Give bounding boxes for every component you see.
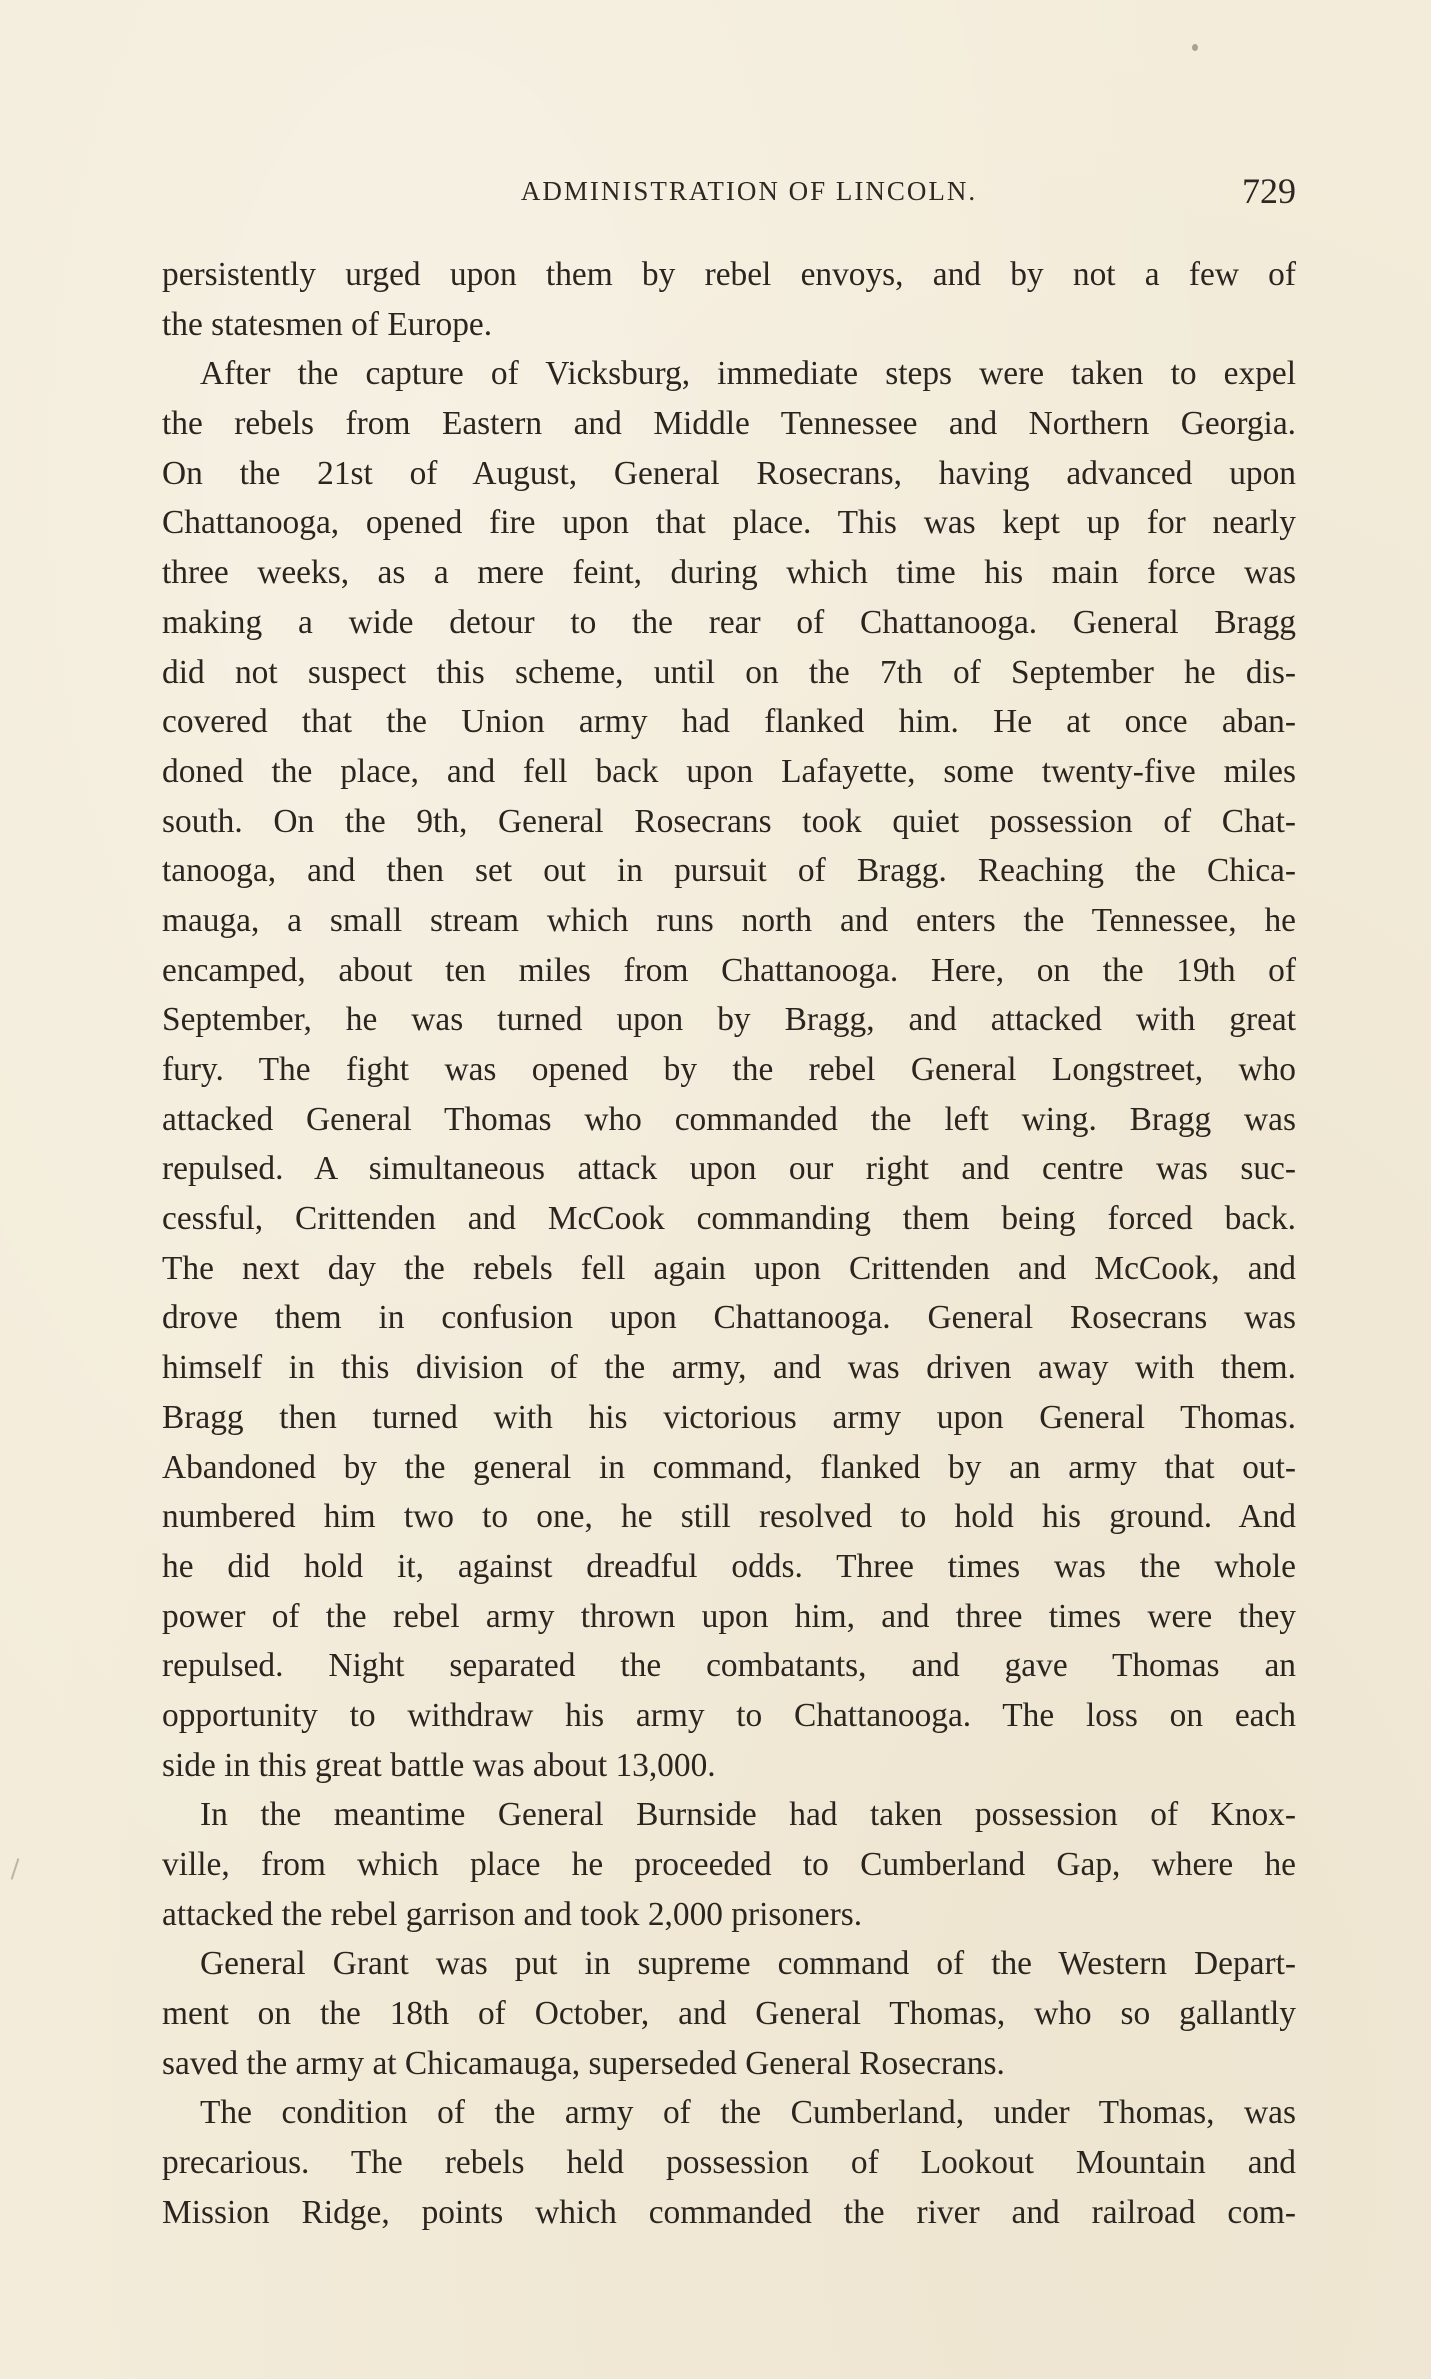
text-line: After the capture of Vicksburg, immediate steps were taken to expel: [200, 355, 1296, 393]
text-line: cessful, Crittenden and McCook commanding them being forced back.: [162, 1200, 1296, 1238]
text-line: himself in this division of the army, and was driven away with them.: [162, 1349, 1296, 1387]
running-title: ADMINISTRATION OF LINCOLN.: [520, 176, 978, 206]
text-line: attacked General Thomas who commanded the left wing. Bragg was: [162, 1100, 1296, 1138]
text-line: The condition of the army of the Cumberland, under Thomas, was: [200, 2094, 1296, 2132]
text-line: tanooga, and then set out in pursuit of Bragg. Reaching the Chica-: [162, 852, 1296, 890]
text-line: numbered him two to one, he still resolved to hold his ground. And: [162, 1498, 1296, 1536]
text-line: opportunity to withdraw his army to Chattanooga. The loss on each: [162, 1696, 1296, 1734]
text-line: three weeks, as a mere feint, during which time his main force was: [162, 554, 1296, 592]
text-line: In the meantime General Burnside had taken possession of Knox-: [200, 1796, 1296, 1834]
text-line: The next day the rebels fell again upon Crittenden and McCook, and: [162, 1249, 1296, 1287]
text-line: south. On the 9th, General Rosecrans took quiet possession of Chat-: [162, 802, 1296, 840]
body-text: [162, 250, 1296, 2238]
text-line: encamped, about ten miles from Chattanooga. Here, on the 19th of: [162, 951, 1296, 989]
text-line: saved the army at Chicamauga, superseded General Rosecrans.: [162, 2044, 1005, 2082]
text-line: the statesmen of Europe.: [162, 305, 493, 343]
text-line: Mission Ridge, points which commanded the river and railroad com-: [162, 2193, 1296, 2231]
text-line: Chattanooga, opened fire upon that place. This was kept up for nearly: [162, 504, 1296, 542]
text-line: On the 21st of August, General Rosecrans, having advanced upon: [162, 454, 1296, 492]
running-head: [162, 171, 1296, 216]
text-line: fury. The fight was opened by the rebel General Longstreet, who: [162, 1051, 1296, 1088]
text-line: attacked the rebel garrison and took 2,000 prisoners.: [162, 1895, 863, 1933]
text-line: he did hold it, against dreadful odds. Three times was the whole: [162, 1547, 1296, 1585]
text-line: repulsed. Night separated the combatants, and gave Thomas an: [162, 1647, 1296, 1685]
text-line: did not suspect this scheme, until on the 7th of September he dis-: [162, 653, 1296, 691]
text-line: power of the rebel army thrown upon him, and three times were they: [162, 1597, 1296, 1635]
text-line: ment on the 18th of October, and General Thomas, who so gallantly: [162, 1995, 1296, 2033]
text-line: mauga, a small stream which runs north and enters the Tennessee, he: [162, 901, 1296, 939]
text-line: covered that the Union army had flanked him. He at once aban-: [162, 703, 1296, 741]
margin-mark: [11, 1858, 20, 1880]
text-line: the rebels from Eastern and Middle Tennessee and Northern Georgia.: [162, 405, 1296, 443]
ink-speck: [1192, 44, 1198, 51]
text-line: drove them in confusion upon Chattanooga. General Rosecrans was: [162, 1299, 1296, 1337]
page-number: 729: [1242, 171, 1296, 211]
text-line: September, he was turned upon by Bragg, and attacked with great: [162, 1001, 1296, 1039]
text-line: side in this great battle was about 13,000.: [162, 1746, 716, 1784]
text-line: ville, from which place he proceeded to Cumberland Gap, where he: [162, 1846, 1296, 1883]
text-line: Abandoned by the general in command, flanked by an army that out-: [162, 1448, 1296, 1486]
text-line: persistently urged upon them by rebel envoys, and by not a few of: [162, 256, 1296, 293]
text-line: doned the place, and fell back upon Lafayette, some twenty-five miles: [162, 752, 1296, 790]
text-line: General Grant was put in supreme command of the Western Depart-: [200, 1945, 1296, 1983]
text-line: repulsed. A simultaneous attack upon our right and centre was suc-: [162, 1150, 1296, 1188]
text-line: precarious. The rebels held possession of Lookout Mountain and: [162, 2144, 1296, 2182]
text-line: Bragg then turned with his victorious army upon General Thomas.: [162, 1398, 1296, 1436]
text-line: making a wide detour to the rear of Chattanooga. General Bragg: [162, 603, 1296, 641]
